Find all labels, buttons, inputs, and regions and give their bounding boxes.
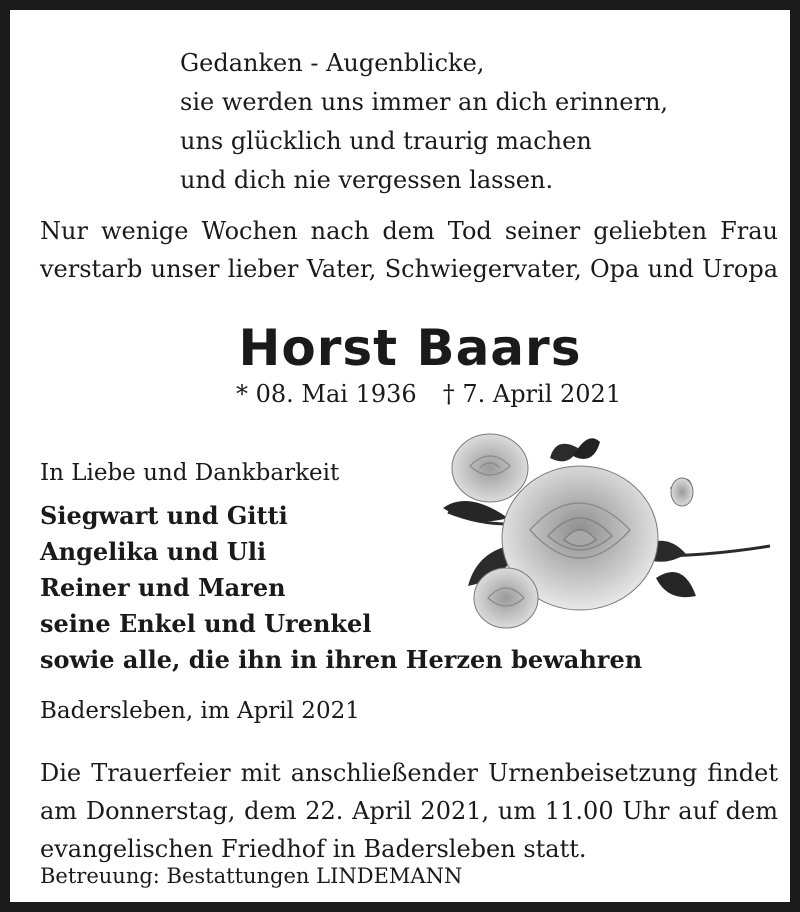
mourner-name: seine Enkel und Urenkel	[40, 609, 372, 638]
ceremony-info	[40, 754, 778, 868]
birth-date: * 08. Mai 1936	[236, 380, 417, 408]
mourners-heading: In Liebe und Dankbarkeit	[40, 460, 340, 486]
ceremony-line: am Donnerstag, dem 22. April 2021, um 11.00 Uhr auf dem	[40, 797, 778, 825]
intro-line: verstarb unser lieber Vater, Schwiegervater, Opa und Uropa	[40, 255, 778, 283]
poem-line: uns glücklich und traurig machen	[180, 127, 592, 155]
death-date: † 7. April 2021	[442, 380, 622, 408]
mourner-name: Reiner und Maren	[40, 573, 286, 602]
poem-line: sie werden uns immer an dich erinnern,	[180, 88, 669, 116]
poem-line: Gedanken - Augenblicke,	[180, 49, 485, 77]
undertaker-credit: Betreuung: Bestattungen LINDEMANN	[40, 864, 463, 888]
ceremony-line: Die Trauerfeier mit anschließender Urnenbeisetzung findet	[40, 759, 778, 787]
place-date: Badersleben, im April 2021	[40, 698, 360, 724]
mourner-name: Angelika und Uli	[40, 537, 267, 566]
life-dates	[236, 382, 621, 406]
poem	[180, 44, 668, 200]
intro-line: Nur wenige Wochen nach dem Tod seiner geliebten Frau	[40, 217, 778, 245]
intro-text	[40, 212, 778, 288]
mourner-name: Siegwart und Gitti	[40, 501, 288, 530]
deceased-name: Horst Baars	[238, 319, 582, 377]
roses-image	[438, 428, 778, 642]
ceremony-line: evangelischen Friedhof in Badersleben statt.	[40, 835, 587, 863]
poem-line: und dich nie vergessen lassen.	[180, 166, 554, 194]
mourner-name: sowie alle, die ihn in ihren Herzen bewahren	[40, 645, 643, 674]
